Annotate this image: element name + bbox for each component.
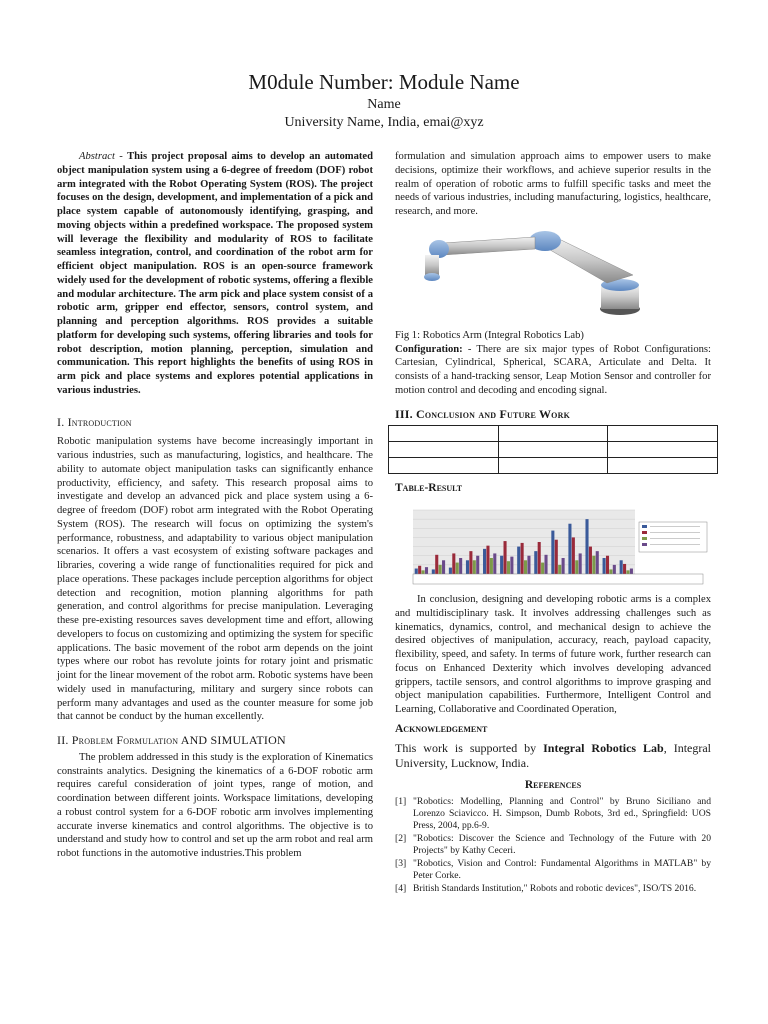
chart-legend-swatch — [642, 543, 647, 546]
reference-text: British Standards Institution," Robots and robotic devices", ISO/TS 2016. — [413, 883, 697, 895]
intro-body: Robotic manipulation systems have become increasingly important in various industries, such as manufacturing, logistics, and healthcare. The ability to automate object manipulation tasks can significantly enhance productivity, efficiency, and safety. This research proposal aims to investigate and develop an advanced pick and place system using a 6-degree of freedom (DOF) robot arm integrated with the Robot Operating System (ROS). The research will focus on optimizing the system's performance, robustness, and adaptability to various object manipulation scenarios. It offers a vast ecosystem of existing software packages and libraries, covering a wide range of functionalities required for pick and place operations. These packages include perception algorithms for object detection and recognition, motion planning algorithms for path generation, and control algorithms for precise manipulation. Leveraging these pre-existing resources saves development time and effort, allowing developers to focus on customizing and optimizing the system for specific applications. The basic movement of the robot arm depends on the joint types where our robot has revolute joints for rotary joint and prismatic joint for the linear movement of the robot arm. Robotic systems have been widely used in manufacturing, military and surgery since robots can perform many advantages and used as the counter measure for some job that cannot be conduct by the human excellently. — [57, 436, 373, 723]
conclusion-body: In conclusion, designing and developing robotic arms is a complex and multidisciplinary task. It involves addressing challenges such as kinematics, dynamics, control, and mechanical design to achieve the desired objectives of manipulation, accuracy, reach, payload capacity, flexibility, speed, and safety. In terms of future work, further research can focus on Enhanced Dexterity which involves developing advanced grippers, tactile sensors, and control algorithms to improve grasping and object manipulation capabilities. Furthermore, Intelligent Control and Learning, Collaborative and Coordinated Operation, — [395, 594, 711, 715]
chart-bar — [415, 569, 418, 574]
chart-bar — [517, 547, 520, 574]
chart-bar — [507, 561, 510, 574]
chart-bar — [544, 555, 547, 574]
chart-bar — [439, 565, 442, 574]
chart-bar — [541, 563, 544, 574]
reference-item — [395, 796, 711, 832]
chart-bar — [483, 549, 486, 574]
reference-text: "Robotics: Discover the Science and Technology of the Future with 20 Projects" by Kathy Ceceri. — [413, 833, 711, 857]
abstract: Abstract - This project proposal aims to develop an automated object manipulation system using a 6-degree of freedom (DOF) robot arm integrated with the Robot Operating System (ROS). The project focuses on the design, development, and implementation of a pick and place system capable of autonomously identifying, grasping, and moving objects within a predefined workspace. The proposed system will leverage the flexibility and modularity of ROS to facilitate seamless integration, control, and coordination of the robot arm for efficient object manipulation. ROS is an open-source framework widely used for the development of robotic systems, offering a flexible and modular architecture. The arm pick and place system consist of a robotic arm, gripper end effector, sensors, control system, and planning and perception algorithms. ROS provides a suitable platform for developing such systems, offering libraries and tools for robot description, motion planning, perception, simulation and communication. This report highlights the benefits of using ROS in arm pick and place systems and explores potential applications in various industries. — [57, 151, 373, 396]
chart-bar — [575, 560, 578, 574]
chart-bar — [534, 551, 537, 574]
result-table — [388, 425, 718, 474]
chart-bar — [579, 553, 582, 574]
robot-arm-image — [395, 223, 711, 323]
chart-bar — [596, 551, 599, 574]
chart-bar — [585, 519, 588, 574]
figure-caption: Fig 1: Robotics Arm (Integral Robotics Lab) — [395, 329, 584, 341]
chart-bar — [486, 546, 489, 574]
problem-body: The problem addressed in this study is the exploration of Kinematics constraints analytics. Designing the kinematics of a 6-DOF robotic arm requires careful consideration of joint types, range of motion, and coordination between different joints. Workspace limitations, developing a robust control system for a 6-DOF robotic arm involves implementing accurate inverse kinematics and control algorithms. The objective is to understand and study how to control and set up the arm robot and real arm robot functions in the automotive industries.This problem — [57, 751, 373, 859]
abstract-label: Abstract — [79, 151, 115, 162]
chart-legend-swatch — [642, 531, 647, 534]
reference-number: [4] — [395, 883, 407, 895]
chart-bar — [521, 543, 524, 574]
chart-legend-swatch — [642, 525, 647, 528]
problem-heading: II. Problem Formulation AND SIMULATION — [57, 733, 286, 747]
chart-bar — [435, 555, 438, 574]
chart-bar — [609, 569, 612, 574]
chart-bar — [449, 568, 452, 574]
chart-bar — [459, 558, 462, 574]
paper-title: M0dule Number: Module Name — [248, 70, 520, 94]
robot-arm-figure — [395, 223, 711, 323]
chart-bar — [476, 556, 479, 574]
chart-bar — [558, 565, 561, 574]
chart-bar — [442, 560, 445, 574]
chart-bar — [603, 558, 606, 574]
references-list — [395, 796, 711, 895]
problem-continued: formulation and simulation approach aims to empower users to make decisions, optimize their workflows, and achieve superior results in the realm of operation of robotic arms to fulfill specific tasks and meet the needs of various industries, including manufacturing, logistics, healthcare, research, and more. — [395, 151, 711, 217]
reference-number: [2] — [395, 833, 407, 845]
chart-bar — [572, 537, 575, 574]
chart-bar — [524, 560, 527, 574]
chart-bar — [500, 556, 503, 574]
chart-bar — [425, 567, 428, 574]
chart-bar — [473, 560, 476, 574]
chart-bar — [422, 570, 425, 574]
chart-bar — [469, 551, 472, 574]
acknowledgement-text: This work is supported by Integral Robotics Lab, Integral University, Lucknow, India. — [395, 740, 712, 770]
reference-number: [1] — [395, 796, 407, 808]
right-column — [395, 150, 711, 896]
chart-bar — [527, 556, 530, 574]
chart-bar — [418, 566, 421, 574]
abstract-text: This project proposal aims to develop an automated object manipulation system using a 6-degree of freedom (DOF) robot arm integrated with the Robot Operating System (ROS). The project focuses on the design, development, and implementation of a pick and place system capable of autonomously identifying, grasping, and moving objects within a predefined workspace. The proposed system will leverage the flexibility and modularity of ROS to facilitate seamless integration, control, and coordination of the robot arm for efficient object manipulation. ROS is an open-source framework widely used for the development of robotic systems, offering a flexible and modular architecture. The arm pick and place system consist of a robotic arm, gripper end effector, sensors, control system, and planning and perception algorithms. ROS provides a suitable platform for developing such systems, offering libraries and tools for robot description, motion planning, perception, simulation and communication. This report highlights the benefits of using ROS in arm pick and place systems and explores potential applications in various industries. — [57, 151, 373, 396]
results-chart-svg — [395, 504, 711, 588]
chart-bar — [589, 547, 592, 574]
chart-bar — [493, 553, 496, 574]
chart-bar — [490, 558, 493, 574]
chart-bar — [626, 570, 629, 574]
references-heading: References — [524, 778, 582, 791]
chart-bar — [504, 541, 507, 574]
chart-bar — [452, 553, 455, 574]
author-name: Name — [367, 97, 401, 112]
reference-item — [395, 858, 711, 882]
reference-number: [3] — [395, 858, 407, 870]
chart-bar — [466, 560, 469, 574]
chart-bar — [555, 540, 558, 574]
chart-bar — [606, 556, 609, 574]
chart-bar — [510, 557, 513, 574]
reference-text: "Robotics, Vision and Control: Fundamental Algorithms in MATLAB" by Peter Corke. — [413, 858, 711, 882]
results-chart — [395, 504, 711, 588]
table-result-heading: Table-Result — [395, 482, 463, 495]
reference-text: "Robotics: Modelling, Planning and Control" by Bruno Siciliano and Lorenzo Sciavicco. H. Simpson, Dumb Robots, 3rd ed., Springfield: UOS Press, 2004, pp.6-9. — [413, 796, 711, 832]
chart-bar — [551, 531, 554, 574]
chart-bar — [568, 524, 571, 574]
intro-heading: I. Introduction — [57, 414, 132, 429]
reference-item — [395, 883, 711, 895]
left-column — [57, 150, 373, 861]
chart-bar — [562, 558, 565, 574]
chart-bar — [456, 563, 459, 574]
chart-legend-swatch — [642, 537, 647, 540]
chart-bar — [623, 564, 626, 574]
configuration-paragraph: Configuration: - There are six major types of Robot Configurations: Cartesian, Cylindrical, Spherical, SCARA, Articulate and Delta. It consists of a hand-tracking sensor, Leap Motion Sensor and controller for motion control and decoding and encoding signal. — [395, 343, 711, 396]
chart-bar — [613, 565, 616, 574]
configuration-label: Configuration: — [395, 343, 463, 355]
chart-bar — [620, 560, 623, 574]
chart-bar — [592, 556, 595, 574]
chart-x-axis-strip — [413, 574, 703, 584]
chart-bar — [432, 569, 435, 574]
chart-bar — [538, 542, 541, 574]
conclusion-heading: III. Conclusion and Future Work — [395, 406, 571, 421]
chart-bar — [630, 569, 633, 574]
affiliation: University Name, India, emai@xyz — [284, 115, 484, 130]
reference-item — [395, 833, 711, 857]
acknowledgement-heading: Acknowledgement — [395, 722, 488, 735]
